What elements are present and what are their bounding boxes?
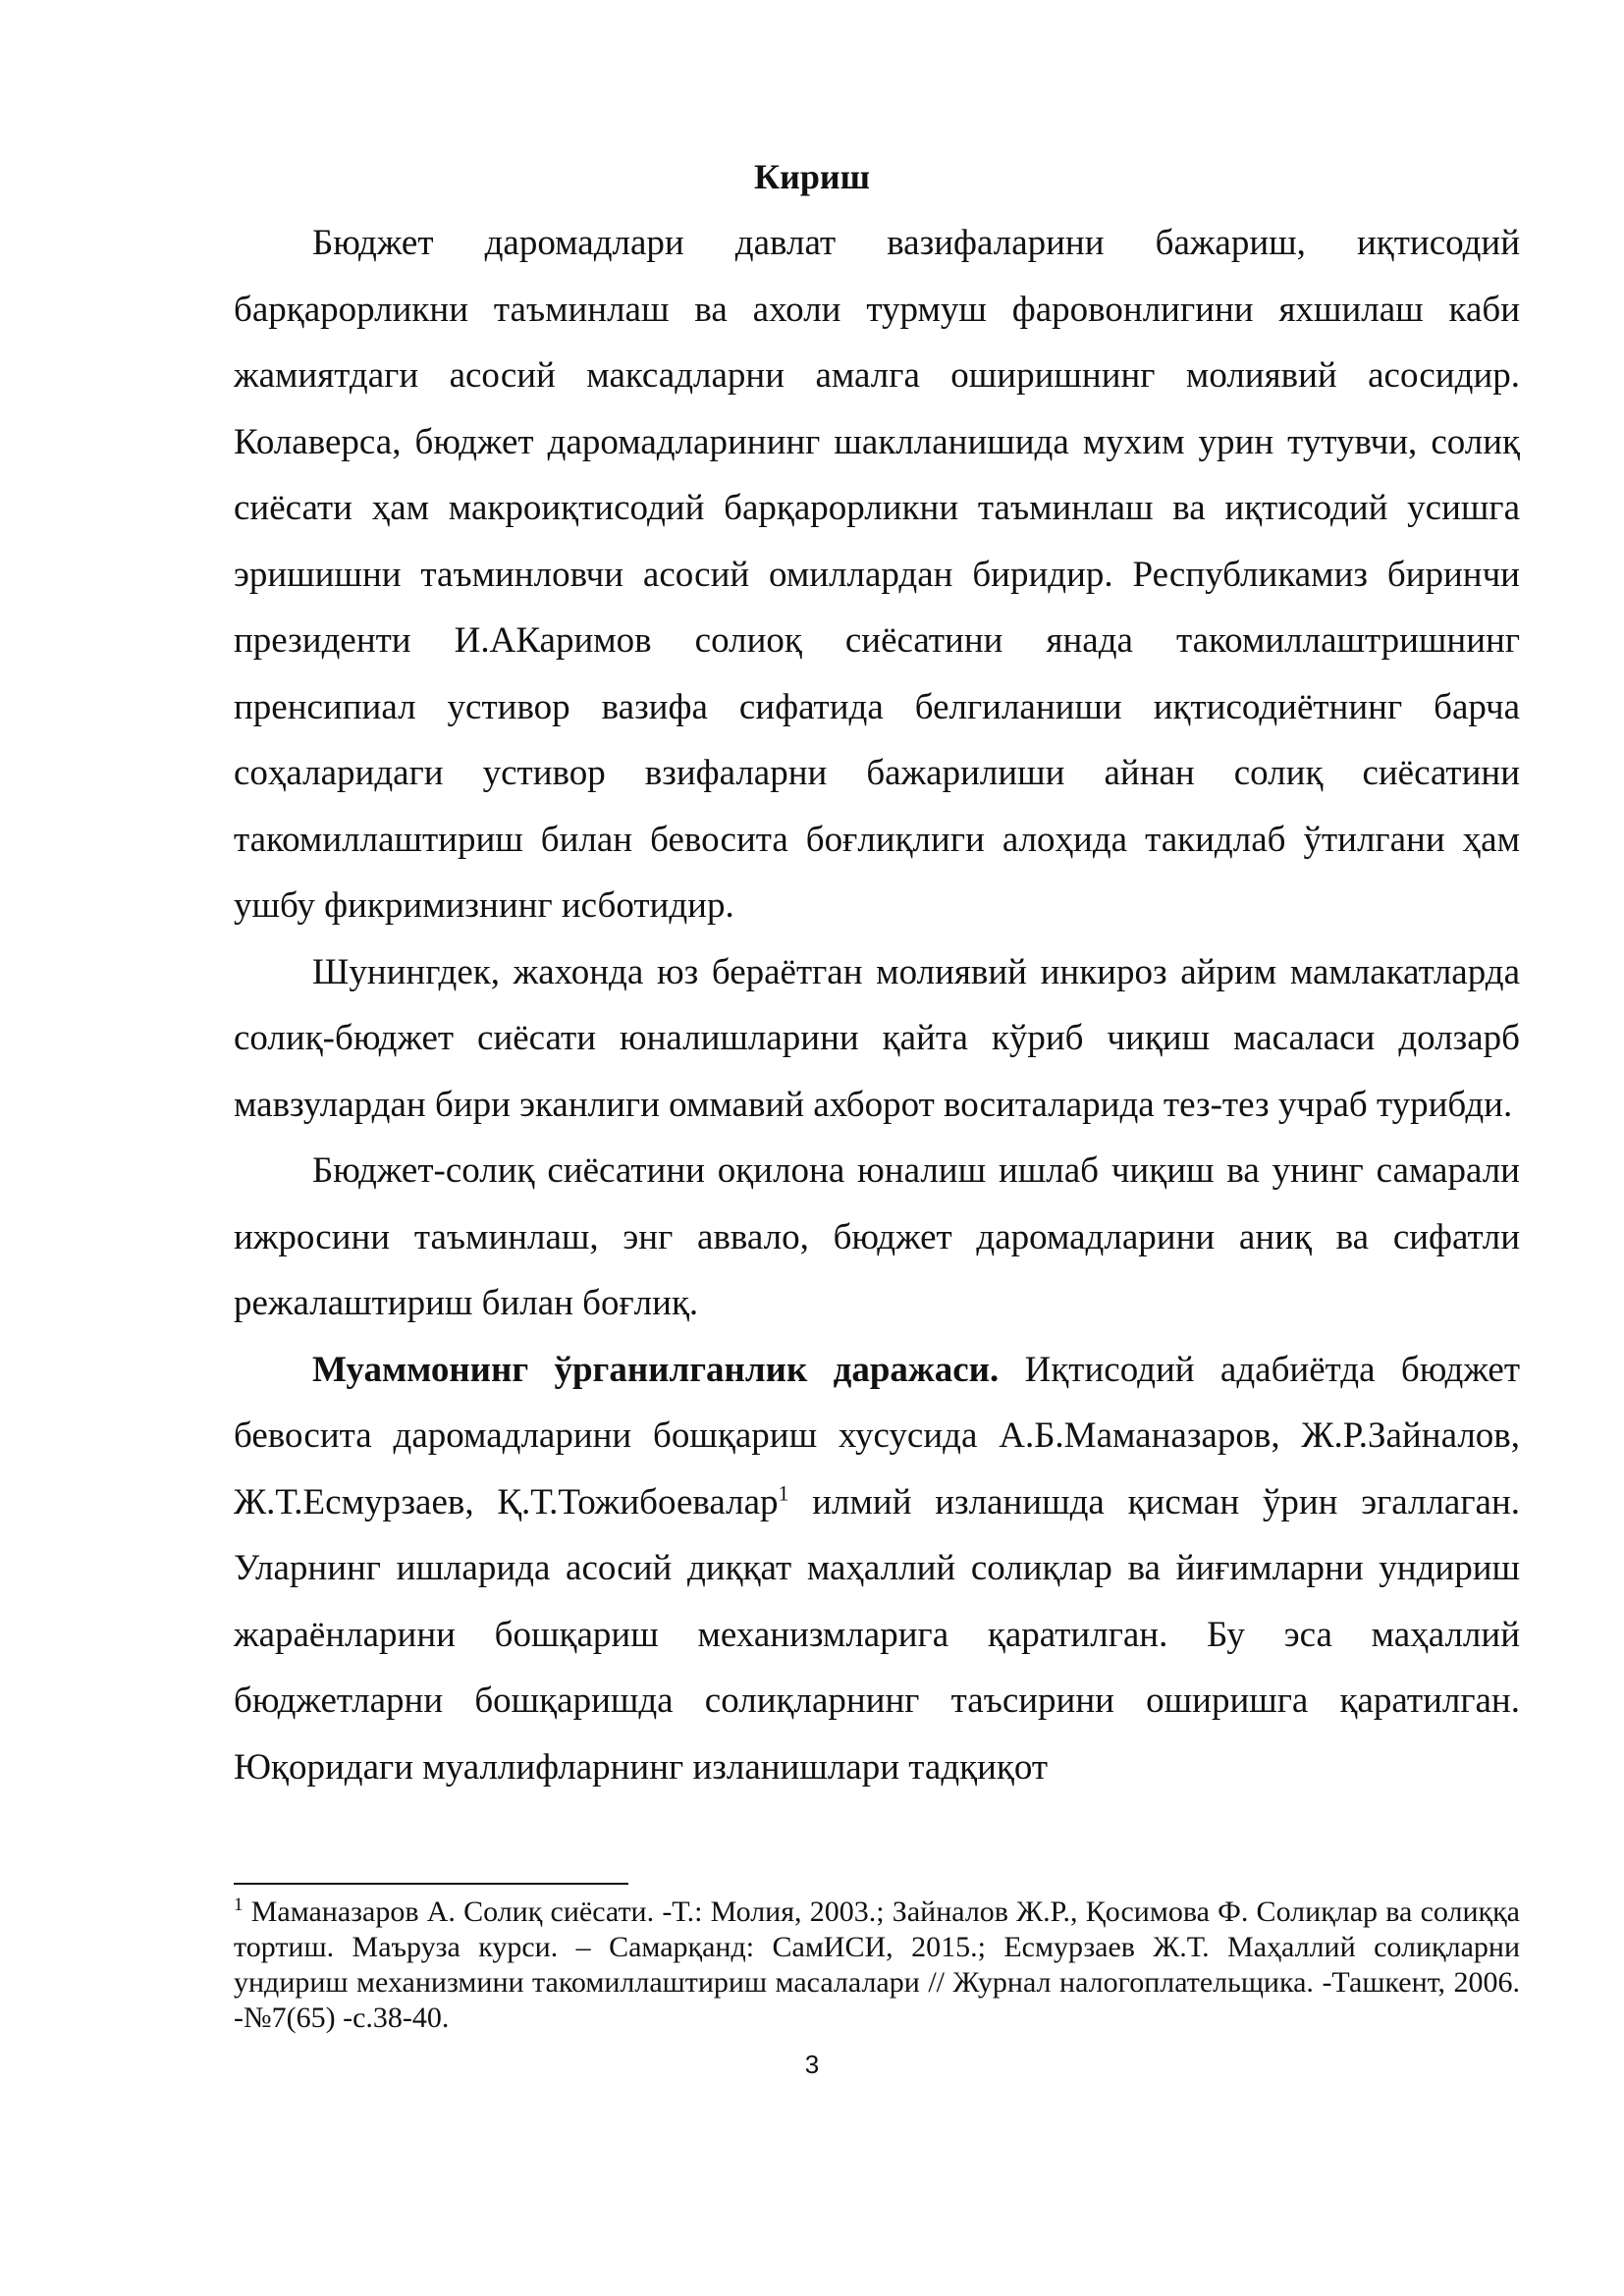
footnote-text: Маманазаров А. Солиқ сиёсати. -Т.: Молия, 2003.; Зайналов Ж.Р., Қосимова Ф. Солиқлар ва солиққа тортиш. Маъруза курси. – Самарқанд: СамИСИ, 2015.; Есмурзаев Ж.Т. Маҳаллий солиқларни ундириш механизмини такомиллаштириш масалалари // Журнал налогоплательщика. -Ташкент, 2006. -№7(65) -с.38-40. [234, 1896, 1520, 2034]
section-heading: Кириш [753, 157, 870, 196]
footnote [234, 1895, 1520, 2036]
paragraph-intro: Бюджет даромадлари давлат вазифаларини бажариш, иқтисодий барқарорликни таъминлаш ва ахоли турмуш фаровонлигини яхшилаш каби жамиятдаги асосий максадларни амалга оширишнинг молиявий асосидир. Колаверса, бюджет даромадларининг шаклланишида мухим урин тутувчи, солиқ сиёсати ҳам макроиқтисодий барқарорликни таъминлаш ва иқтисодий усишга эришишни таъминловчи асосий омиллардан биридир. Республикамиз биринчи президенти И.АКаримов солиоқ сиёсатини янада такомиллаштришнинг пренсипиал устивор вазифа сифатида белгиланиши иқтисодиётнинг барча соҳаларидаги устивор взифаларни бажарилиши айнан солиқ сиёсатини такомиллаштириш билан бевосита боғлиқлиги алоҳида такидлаб ўтилгани ҳам ушбу фикримизнинг исботидир. [234, 223, 1520, 926]
research-level-lead: Муаммонинг ўрганилганлик даражаси. [312, 1349, 1000, 1390]
research-level-text-end: илмий изланишда қисман ўрин эгаллаган. Уларнинг ишларида асосий диққат маҳаллий солиқлар ва йиғимларни ундириш жараёнларини бошқариш механизмларига қаратилган. Бу эса маҳаллий бюджетларни бошқаришда солиқларнинг таъсирини оширишга қаратилган. Юқоридаги муаллифларнинг изланишлари тадқиқот [234, 1481, 1520, 1788]
footnote-separator [234, 1883, 628, 1885]
page-number: 3 [804, 2050, 820, 2079]
paragraph-crisis: Шунингдек, жахонда юз бераётган молиявий инкироз айрим мамлакатларда солиқ-бюджет сиёсати юналишларини қайта кўриб чиқиш масаласи долзарб мавзулардан бири эканлиги оммавий ахборот воситаларида тез-тез учраб турибди. [234, 951, 1520, 1125]
body-text [234, 210, 1520, 1800]
paragraph-policy: Бюджет-солиқ сиёсатини оқилона юналиш ишлаб чиқиш ва унинг самарали ижросини таъминлаш, энг аввало, бюджет даромадларини аниқ ва сифатли режалаштириш билан боғлиқ. [234, 1150, 1520, 1323]
footnote-reference[interactable]: 1 [778, 1480, 789, 1506]
footnote-mark: 1 [234, 1895, 244, 1915]
paragraph-research-level [234, 1337, 1520, 1801]
research-level-text-start: Иқтисодий адабиётда бюджет бевосита даромадларини бошқариш хусусида А.Б.Маманазаров, Ж.Р.Зайналов, Ж.Т.Есмурзаев, Қ.Т.Тожибоевалар [234, 1349, 1520, 1522]
